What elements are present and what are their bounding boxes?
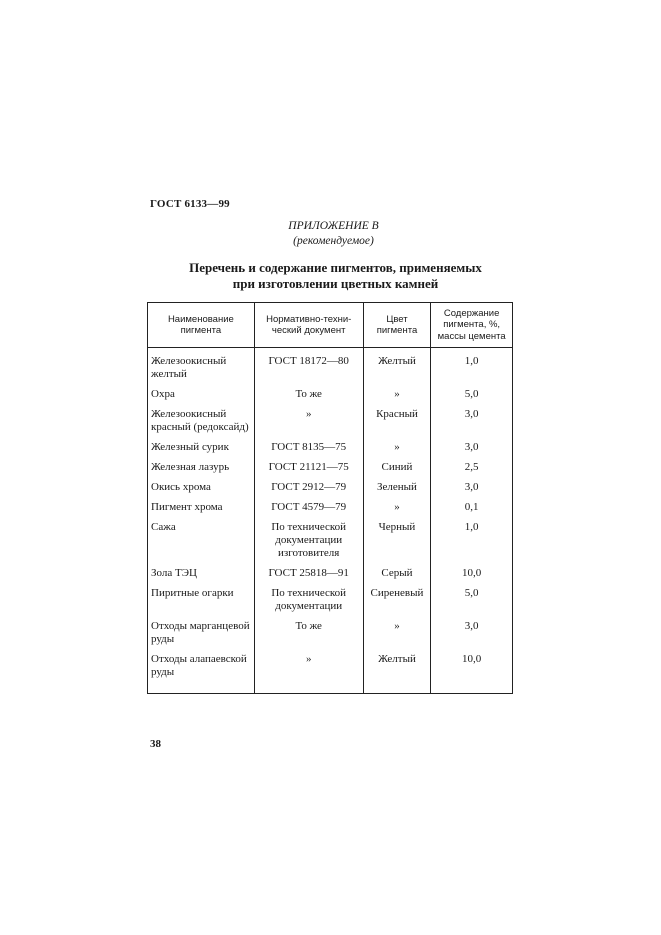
appendix-status: (рекомендуемое) <box>293 235 374 247</box>
table-row <box>148 348 513 387</box>
cell-name: Железная лазурь <box>148 459 255 479</box>
cell-doc: ГОСТ 2912—79 <box>254 479 363 499</box>
cell-amount: 3,0 <box>431 479 513 499</box>
cell-color: » <box>363 439 431 459</box>
table-row <box>148 585 513 618</box>
table-row <box>148 519 513 565</box>
cell-amount: 2,5 <box>431 459 513 479</box>
cell-name: Отходы марганцевой руды <box>148 618 255 651</box>
cell-doc: ГОСТ 8135—75 <box>254 439 363 459</box>
cell-color: Черный <box>363 519 431 565</box>
cell-doc: По технической документации <box>254 585 363 618</box>
cell-name: Пигмент хрома <box>148 499 255 519</box>
table-row <box>148 406 513 439</box>
pigment-table <box>147 302 513 694</box>
table-row <box>148 479 513 499</box>
header-name: Наименование пигмента <box>148 303 255 348</box>
table-header-row <box>148 303 513 348</box>
cell-amount: 5,0 <box>431 386 513 406</box>
cell-name: Пиритные огарки <box>148 585 255 618</box>
cell-color: Красный <box>363 406 431 439</box>
page-title <box>0 260 661 292</box>
table-row <box>148 439 513 459</box>
table-row <box>148 651 513 694</box>
cell-doc: По технической документации изготовителя <box>254 519 363 565</box>
cell-color: » <box>363 499 431 519</box>
title-line-2: при изготовлении цветных камней <box>232 276 439 291</box>
cell-amount: 3,0 <box>431 439 513 459</box>
cell-color: » <box>363 386 431 406</box>
cell-doc: То же <box>254 386 363 406</box>
appendix-label: ПРИЛОЖЕНИЕ В <box>288 220 379 232</box>
cell-color: Сиреневый <box>363 585 431 618</box>
cell-amount: 1,0 <box>431 519 513 565</box>
cell-amount: 10,0 <box>431 565 513 585</box>
cell-color: Желтый <box>363 651 431 694</box>
cell-doc: ГОСТ 25818—91 <box>254 565 363 585</box>
cell-doc: » <box>254 651 363 694</box>
cell-name: Отходы алапаевской руды <box>148 651 255 694</box>
cell-amount: 5,0 <box>431 585 513 618</box>
cell-name: Зола ТЭЦ <box>148 565 255 585</box>
table-row <box>148 499 513 519</box>
cell-name: Железоокисный красный (редоксайд) <box>148 406 255 439</box>
cell-name: Окись хрома <box>148 479 255 499</box>
document-code: ГОСТ 6133—99 <box>150 198 230 210</box>
table-row <box>148 386 513 406</box>
cell-name: Сажа <box>148 519 255 565</box>
cell-amount: 0,1 <box>431 499 513 519</box>
cell-name: Железный сурик <box>148 439 255 459</box>
header-amount: Содержание пигмента, %, массы цемента <box>431 303 513 348</box>
cell-amount: 3,0 <box>431 618 513 651</box>
cell-doc: » <box>254 406 363 439</box>
cell-name: Охра <box>148 386 255 406</box>
cell-amount: 10,0 <box>431 651 513 694</box>
table-row <box>148 618 513 651</box>
cell-amount: 3,0 <box>431 406 513 439</box>
cell-name: Железоокисный желтый <box>148 348 255 387</box>
cell-doc: ГОСТ 21121—75 <box>254 459 363 479</box>
cell-color: Желтый <box>363 348 431 387</box>
cell-color: Серый <box>363 565 431 585</box>
cell-doc: ГОСТ 4579—79 <box>254 499 363 519</box>
table-row <box>148 459 513 479</box>
cell-color: Синий <box>363 459 431 479</box>
cell-amount: 1,0 <box>431 348 513 387</box>
cell-color: » <box>363 618 431 651</box>
cell-doc: ГОСТ 18172—80 <box>254 348 363 387</box>
header-doc: Нормативно-техни-ческий документ <box>254 303 363 348</box>
cell-color: Зеленый <box>363 479 431 499</box>
appendix-heading <box>0 219 661 249</box>
header-color: Цвет пигмента <box>363 303 431 348</box>
title-line-1: Перечень и содержание пигментов, применяемых <box>189 260 482 275</box>
cell-doc: То же <box>254 618 363 651</box>
table-row <box>148 565 513 585</box>
page-number: 38 <box>150 738 161 750</box>
